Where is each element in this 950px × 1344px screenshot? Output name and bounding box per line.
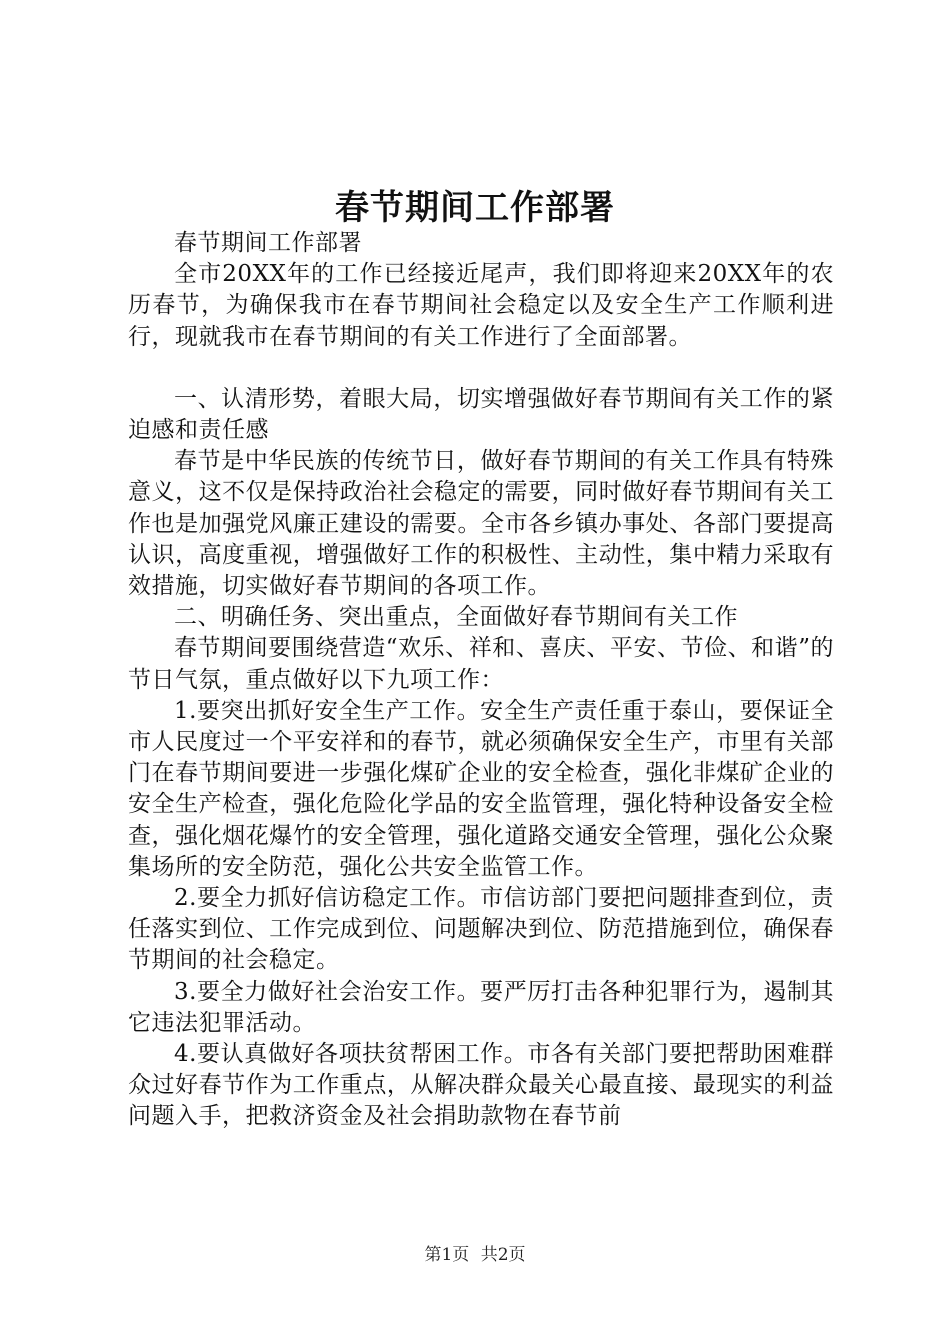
page-total: 共2页 bbox=[480, 1245, 526, 1265]
section-heading-1: 一、认清形势，着眼大局，切实增强做好春节期间有关工作的紧迫感和责任感 bbox=[128, 385, 834, 444]
page-number: 第1页 bbox=[424, 1245, 470, 1265]
list-item-2: 2.要全力抓好信访稳定工作。市信访部门要把问题排查到位，责任落实到位、工作完成到位、问题解决到位、防范措施到位，确保春节期间的社会稳定。 bbox=[128, 885, 834, 974]
page-footer bbox=[0, 1243, 950, 1267]
paragraph-spacer bbox=[128, 353, 834, 384]
list-item-1: 1.要突出抓好安全生产工作。安全生产责任重于泰山，要保证全市人民度过一个平安祥和的春节，就必须确保安全生产，市里有关部门在春节期间要进一步强化煤矿企业的安全检查，强化非煤矿企业的安全生产检查，强化危险化学品的安全监管理，强化特种设备安全检查，强化烟花爆竹的安全管理，强化道路交通安全管理，强化公众聚集场所的安全防范，强化公共安全监管工作。 bbox=[128, 697, 834, 880]
list-item-4: 4.要认真做好各项扶贫帮困工作。市各有关部门要把帮助困难群众过好春节作为工作重点，从解决群众最关心最直接、最现实的利益问题入手，把救济资金及社会捐助款物在春节前 bbox=[128, 1041, 834, 1130]
paragraph-section-1: 春节是中华民族的传统节日，做好春节期间的有关工作具有特殊意义，这不仅是保持政治社会稳定的需要，同时做好春节期间有关工作也是加强党风廉正建设的需要。全市各乡镇办事处、各部门要提高认识，高度重视，增强做好工作的积极性、主动性，集中精力采取有效措施，切实做好春节期间的各项工作。 bbox=[128, 448, 834, 600]
document-title: 春节期间工作部署 bbox=[335, 188, 615, 228]
list-item-3: 3.要全力做好社会治安工作。要严厉打击各种犯罪行为，遏制其它违法犯罪活动。 bbox=[128, 978, 834, 1036]
section-heading-2: 二、明确任务、突出重点，全面做好春节期间有关工作 bbox=[174, 604, 738, 631]
paragraph-subtitle: 春节期间工作部署 bbox=[174, 230, 362, 256]
paragraph-section-2: 春节期间要围绕营造“欢乐、祥和、喜庆、平安、节俭、和谐”的节日气氛，重点做好以下九项工作： bbox=[128, 635, 834, 693]
paragraph-intro: 全市20XX年的工作已经接近尾声，我们即将迎来20XX年的农历春节，为确保我市在春节期间社会稳定以及安全生产工作顺利进行，现就我市在春节期间的有关工作进行了全面部署。 bbox=[128, 261, 834, 350]
document-body bbox=[128, 228, 834, 1133]
